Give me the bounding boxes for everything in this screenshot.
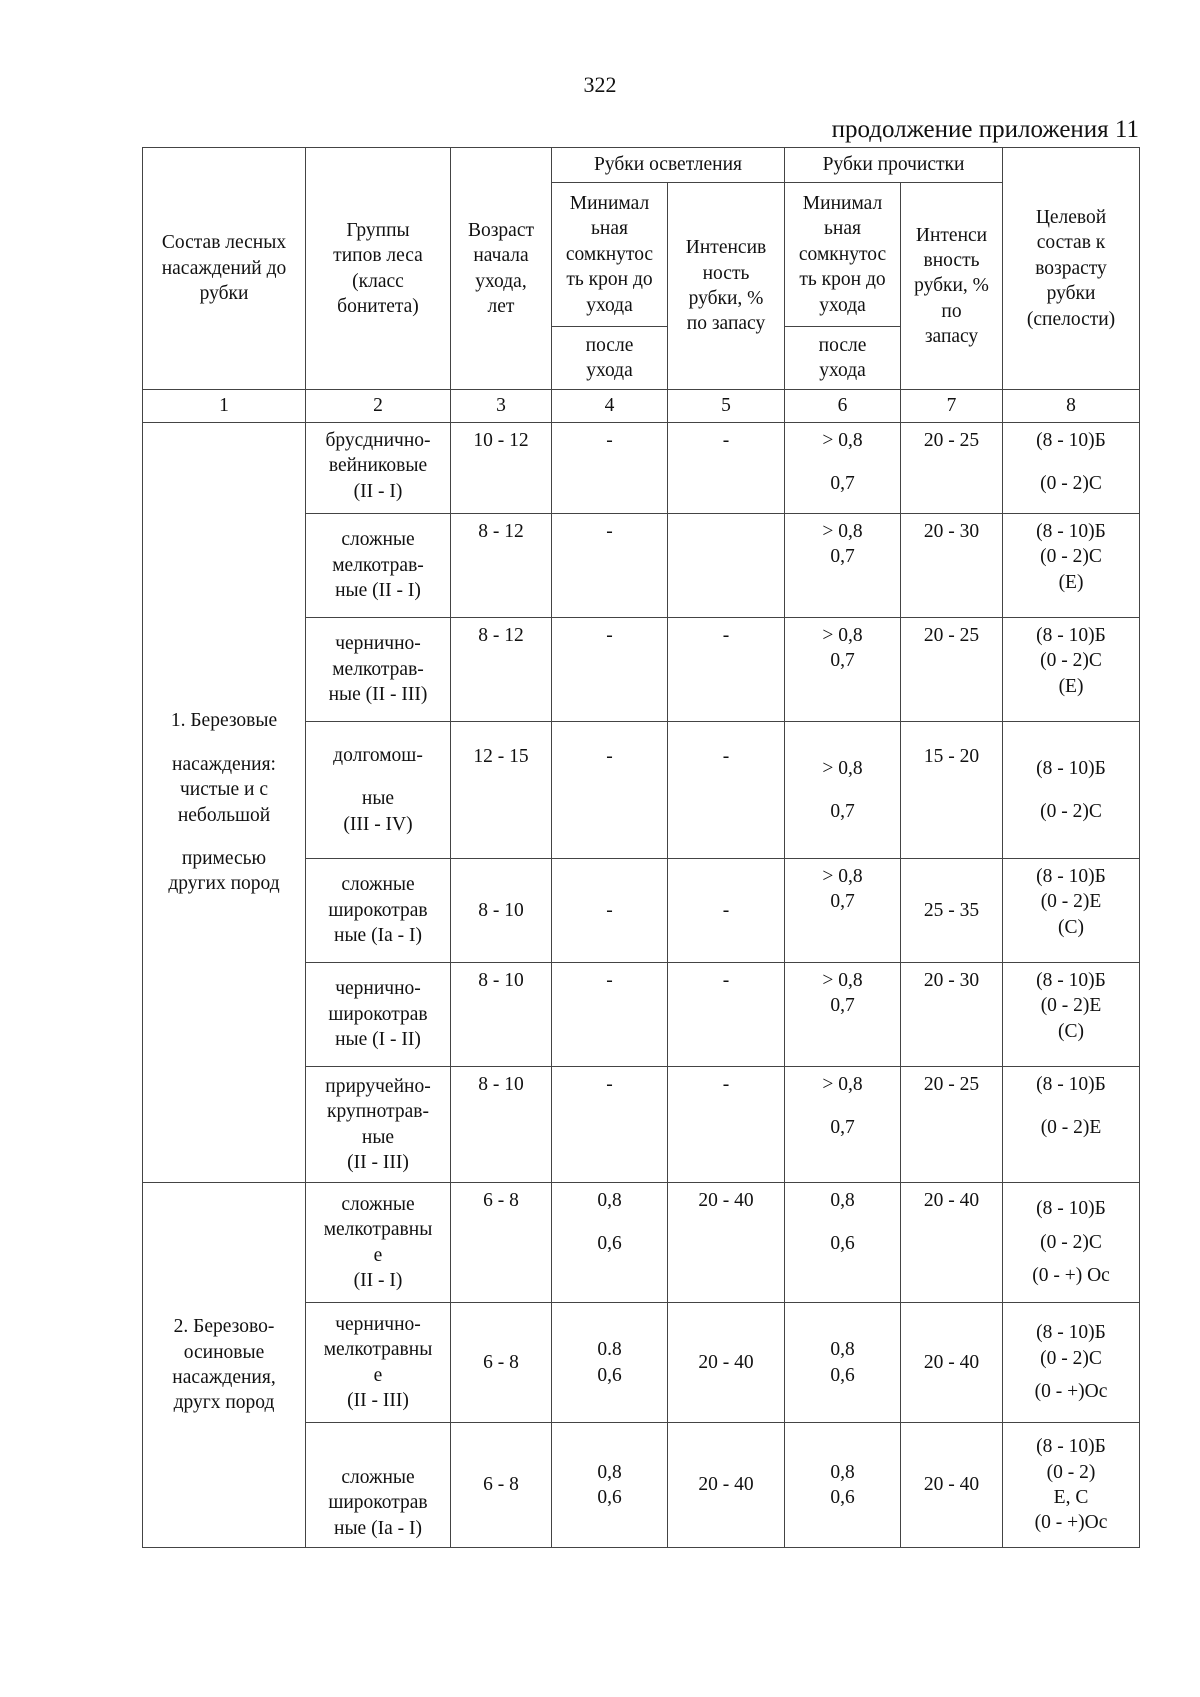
thinning-intensity-cell: 20 - 30 <box>901 514 1003 618</box>
clearing-intensity-cell: 20 - 40 <box>668 1183 785 1303</box>
thinning-density-cell: > 0,8 0,7 <box>785 859 901 963</box>
thinning-density-cell: > 0,8 0,7 <box>785 1067 901 1183</box>
header-after-care-clearing: после ухода <box>552 327 668 390</box>
clearing-density-cell: 0,8 0,6 <box>552 1423 668 1548</box>
continuation-title: продолжение приложения 11 <box>831 116 1139 143</box>
thinning-density-cell: 0,8 0,6 <box>785 1423 901 1548</box>
forest-group-cell: приручейно- крупнотрав- ные (II - III) <box>306 1067 451 1183</box>
column-numbers-row <box>143 390 1140 423</box>
clearing-density-cell: 0,8 0,6 <box>552 1183 668 1303</box>
clearing-density-cell: - <box>552 423 668 514</box>
header-min-density-thinning: Минимал ьная сомкнутос ть крон до ухода <box>785 183 901 327</box>
clearing-density-cell: - <box>552 514 668 618</box>
clearing-intensity-cell: - <box>668 1067 785 1183</box>
age-cell: 12 - 15 <box>451 722 552 859</box>
thinning-intensity-cell: 25 - 35 <box>901 859 1003 963</box>
column-number: 8 <box>1003 390 1140 423</box>
thinning-intensity-cell: 20 - 25 <box>901 423 1003 514</box>
clearing-intensity-cell: - <box>668 859 785 963</box>
age-cell: 10 - 12 <box>451 423 552 514</box>
column-number: 4 <box>552 390 668 423</box>
header-intensity-thinning: Интенси вность рубки, % по запасу <box>901 183 1003 390</box>
thinning-density-cell: > 0,8 0,7 <box>785 514 901 618</box>
target-composition-cell: (8 - 10)Б (0 - 2)Е (С) <box>1003 963 1140 1067</box>
thinning-intensity-cell: 20 - 25 <box>901 1067 1003 1183</box>
target-composition-cell: (8 - 10)Б (0 - 2)С (Е) <box>1003 514 1140 618</box>
target-composition-cell: (8 - 10)Б (0 - 2)С <box>1003 423 1140 514</box>
clearing-intensity-cell: - <box>668 423 785 514</box>
age-cell: 6 - 8 <box>451 1183 552 1303</box>
clearing-density-cell: 0.8 0,6 <box>552 1303 668 1423</box>
forest-group-cell: сложные широкотрав ные (Ia - I) <box>306 859 451 963</box>
clearing-density-cell: - <box>552 722 668 859</box>
age-cell: 8 - 10 <box>451 859 552 963</box>
age-cell: 6 - 8 <box>451 1303 552 1423</box>
thinning-intensity-cell: 20 - 40 <box>901 1303 1003 1423</box>
age-cell: 8 - 12 <box>451 618 552 722</box>
table-row <box>143 423 1140 514</box>
column-number: 3 <box>451 390 552 423</box>
forest-group-cell: чернично- широкотрав ные (I - II) <box>306 963 451 1067</box>
header-composition: Состав лесных насаждений до рубки <box>143 148 306 390</box>
clearing-density-cell: - <box>552 859 668 963</box>
section-name-birch-aspen: 2. Березово- осиновые насаждения, другх пород <box>143 1183 306 1548</box>
column-number: 1 <box>143 390 306 423</box>
clearing-intensity-cell: 20 - 40 <box>668 1423 785 1548</box>
clearing-density-cell: - <box>552 1067 668 1183</box>
forest-care-table <box>142 147 1140 1548</box>
thinning-intensity-cell: 20 - 25 <box>901 618 1003 722</box>
forest-group-cell: сложные широкотрав ные (Ia - I) <box>306 1423 451 1548</box>
target-composition-cell: (8 - 10)Б (0 - 2) Е, С (0 - +)Ос <box>1003 1423 1140 1548</box>
thinning-intensity-cell: 20 - 40 <box>901 1423 1003 1548</box>
target-composition-cell: (8 - 10)Б (0 - 2)С (0 - +) Ос <box>1003 1183 1140 1303</box>
thinning-density-cell: 0,8 0,6 <box>785 1303 901 1423</box>
thinning-intensity-cell: 20 - 40 <box>901 1183 1003 1303</box>
thinning-density-cell: > 0,8 0,7 <box>785 618 901 722</box>
age-cell: 8 - 10 <box>451 1067 552 1183</box>
target-composition-cell: (8 - 10)Б (0 - 2)С (0 - +)Ос <box>1003 1303 1140 1423</box>
header-clearing-cuts: Рубки осветления <box>552 148 785 183</box>
header-thinning-cuts: Рубки прочистки <box>785 148 1003 183</box>
forest-group-cell: сложные мелкотрав- ные (II - I) <box>306 514 451 618</box>
column-number: 2 <box>306 390 451 423</box>
target-composition-cell: (8 - 10)Б (0 - 2)Е <box>1003 1067 1140 1183</box>
header-after-care-thinning: после ухода <box>785 327 901 390</box>
table-row <box>143 1183 1140 1303</box>
age-cell: 8 - 12 <box>451 514 552 618</box>
thinning-density-cell: > 0,8 0,7 <box>785 722 901 859</box>
column-number: 7 <box>901 390 1003 423</box>
thinning-density-cell: > 0,8 0,7 <box>785 963 901 1067</box>
forest-group-cell: брусднично- вейниковые (II - I) <box>306 423 451 514</box>
clearing-density-cell: - <box>552 963 668 1067</box>
thinning-intensity-cell: 15 - 20 <box>901 722 1003 859</box>
age-cell: 6 - 8 <box>451 1423 552 1548</box>
header-forest-type-groups: Группы типов леса (класс бонитета) <box>306 148 451 390</box>
header-intensity-clearing: Интенсив ность рубки, % по запасу <box>668 183 785 390</box>
target-composition-cell: (8 - 10)Б (0 - 2)С (Е) <box>1003 618 1140 722</box>
header-start-age: Возраст начала ухода, лет <box>451 148 552 390</box>
thinning-density-cell: 0,8 0,6 <box>785 1183 901 1303</box>
clearing-density-cell: - <box>552 618 668 722</box>
clearing-intensity-cell: 20 - 40 <box>668 1303 785 1423</box>
forest-group-cell: долгомош- ные (III - IV) <box>306 722 451 859</box>
page-number: 322 <box>583 72 617 97</box>
target-composition-cell: (8 - 10)Б (0 - 2)Е (С) <box>1003 859 1140 963</box>
forest-group-cell: чернично- мелкотравны е (II - III) <box>306 1303 451 1423</box>
age-cell: 8 - 10 <box>451 963 552 1067</box>
forest-group-cell: сложные мелкотравны е (II - I) <box>306 1183 451 1303</box>
target-composition-cell: (8 - 10)Б (0 - 2)С <box>1003 722 1140 859</box>
header-min-density-clearing: Минимал ьная сомкнутос ть крон до ухода <box>552 183 668 327</box>
clearing-intensity-cell: - <box>668 963 785 1067</box>
clearing-intensity-cell: - <box>668 618 785 722</box>
thinning-intensity-cell: 20 - 30 <box>901 963 1003 1067</box>
column-number: 5 <box>668 390 785 423</box>
header-target-composition: Целевой состав к возрасту рубки (спелости) <box>1003 148 1140 390</box>
section-name-birch: 1. Березовые насаждения: чистые и с небольшой примесью других пород <box>143 423 306 1183</box>
clearing-intensity-cell <box>668 514 785 618</box>
thinning-density-cell: > 0,8 0,7 <box>785 423 901 514</box>
clearing-intensity-cell: - <box>668 722 785 859</box>
forest-group-cell: чернично- мелкотрав- ные (II - III) <box>306 618 451 722</box>
column-number: 6 <box>785 390 901 423</box>
